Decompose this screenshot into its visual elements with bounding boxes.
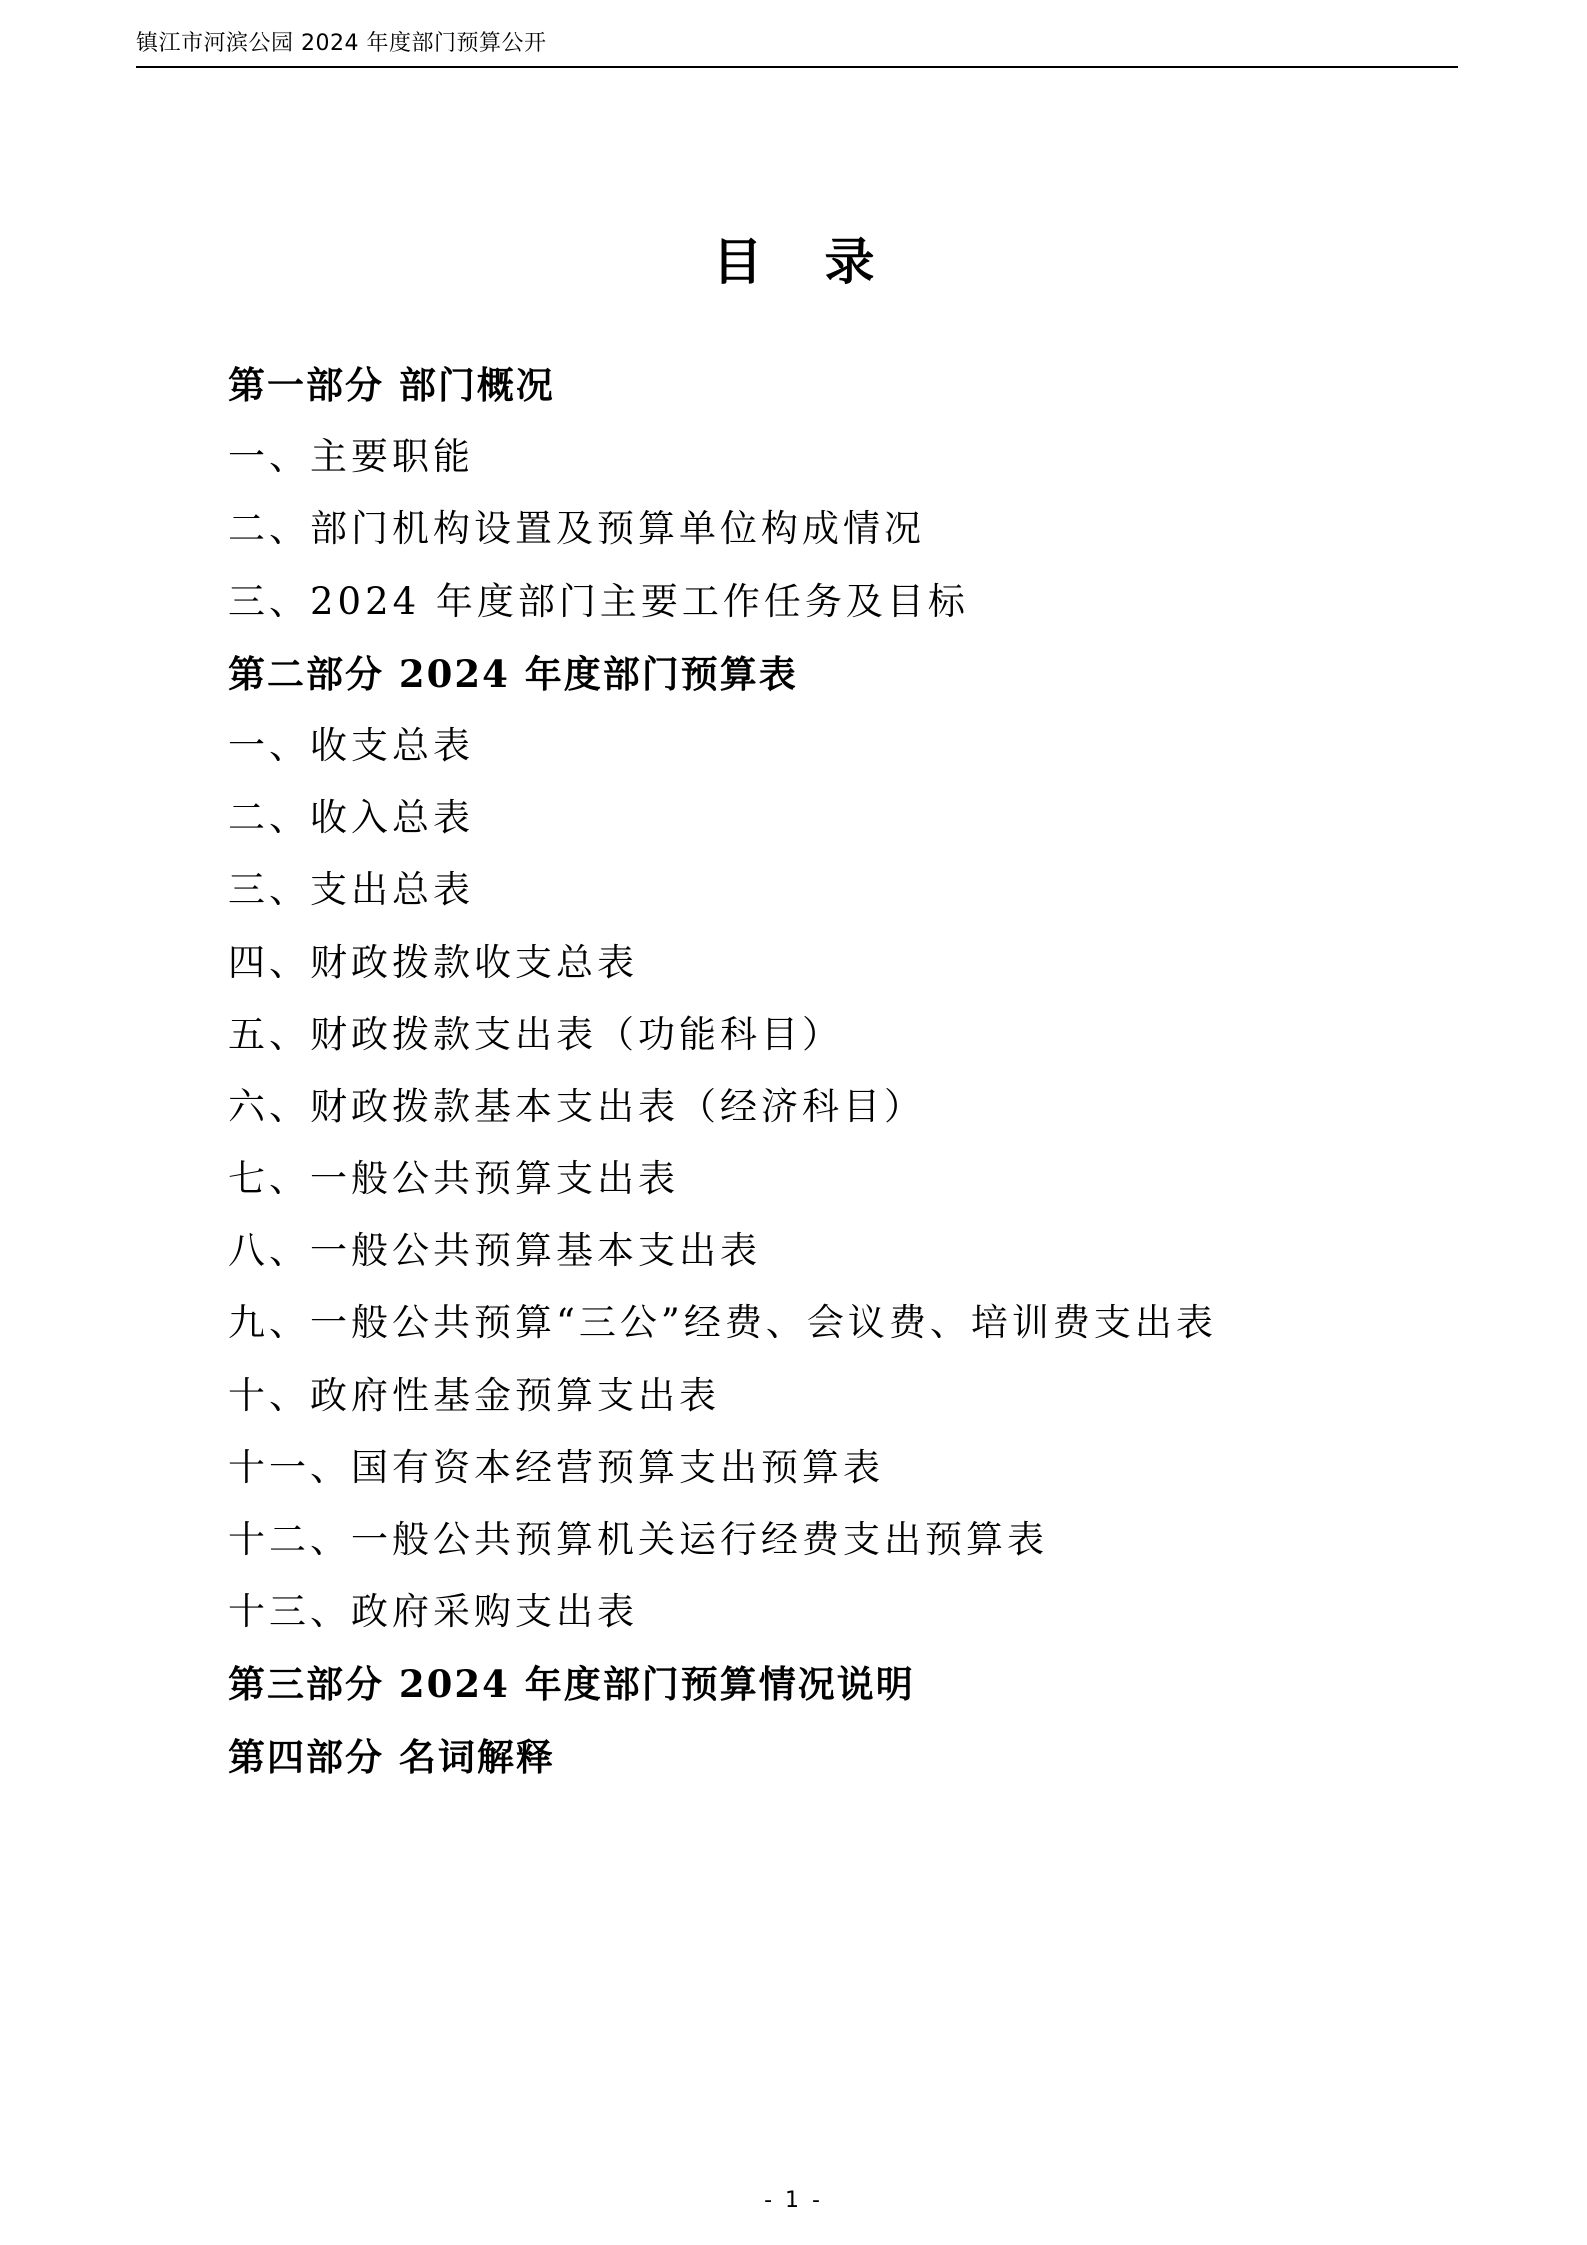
toc-entry[interactable]: 五、财政拨款支出表（功能科目） bbox=[228, 1012, 843, 1056]
toc-entry[interactable]: 九、一般公共预算“三公”经费、会议费、培训费支出表 bbox=[228, 1301, 1217, 1345]
toc-entry[interactable]: 十、政府性基金预算支出表 bbox=[228, 1373, 720, 1417]
toc-entry[interactable]: 一、收支总表 bbox=[228, 723, 474, 767]
toc-entry[interactable]: 七、一般公共预算支出表 bbox=[228, 1157, 679, 1201]
toc-entry[interactable]: 八、一般公共预算基本支出表 bbox=[228, 1229, 761, 1273]
toc-list bbox=[228, 355, 1217, 1799]
toc-entry[interactable]: 二、部门机构设置及预算单位构成情况 bbox=[228, 507, 925, 551]
running-header: 镇江市河滨公园 2024 年度部门预算公开 bbox=[136, 31, 547, 56]
toc-entry[interactable]: 六、财政拨款基本支出表（经济科目） bbox=[228, 1084, 925, 1128]
toc-entry[interactable]: 三、支出总表 bbox=[228, 868, 474, 912]
toc-entry[interactable]: 二、收入总表 bbox=[228, 796, 474, 840]
toc-entry[interactable]: 一、主要职能 bbox=[228, 435, 474, 479]
toc-part-4[interactable]: 第四部分 名词解释 bbox=[228, 1734, 555, 1779]
toc-entry[interactable]: 三、2024 年度部门主要工作任务及目标 bbox=[228, 579, 969, 623]
page-number: - 1 - bbox=[764, 2188, 823, 2213]
toc-entry[interactable]: 十三、政府采购支出表 bbox=[228, 1590, 638, 1634]
toc-entry[interactable]: 十二、一般公共预算机关运行经费支出预算表 bbox=[228, 1518, 1048, 1561]
toc-entry[interactable]: 四、财政拨款收支总表 bbox=[228, 940, 638, 984]
toc-part-2[interactable]: 第二部分 2024 年度部门预算表 bbox=[228, 651, 798, 696]
toc-part-3[interactable]: 第三部分 2024 年度部门预算情况说明 bbox=[228, 1662, 915, 1707]
toc-entry[interactable]: 十一、国有资本经营预算支出预算表 bbox=[228, 1445, 884, 1489]
toc-part-1[interactable]: 第一部分 部门概况 bbox=[228, 363, 555, 407]
toc-title: 目录 bbox=[712, 232, 937, 291]
header-divider bbox=[136, 66, 1458, 68]
